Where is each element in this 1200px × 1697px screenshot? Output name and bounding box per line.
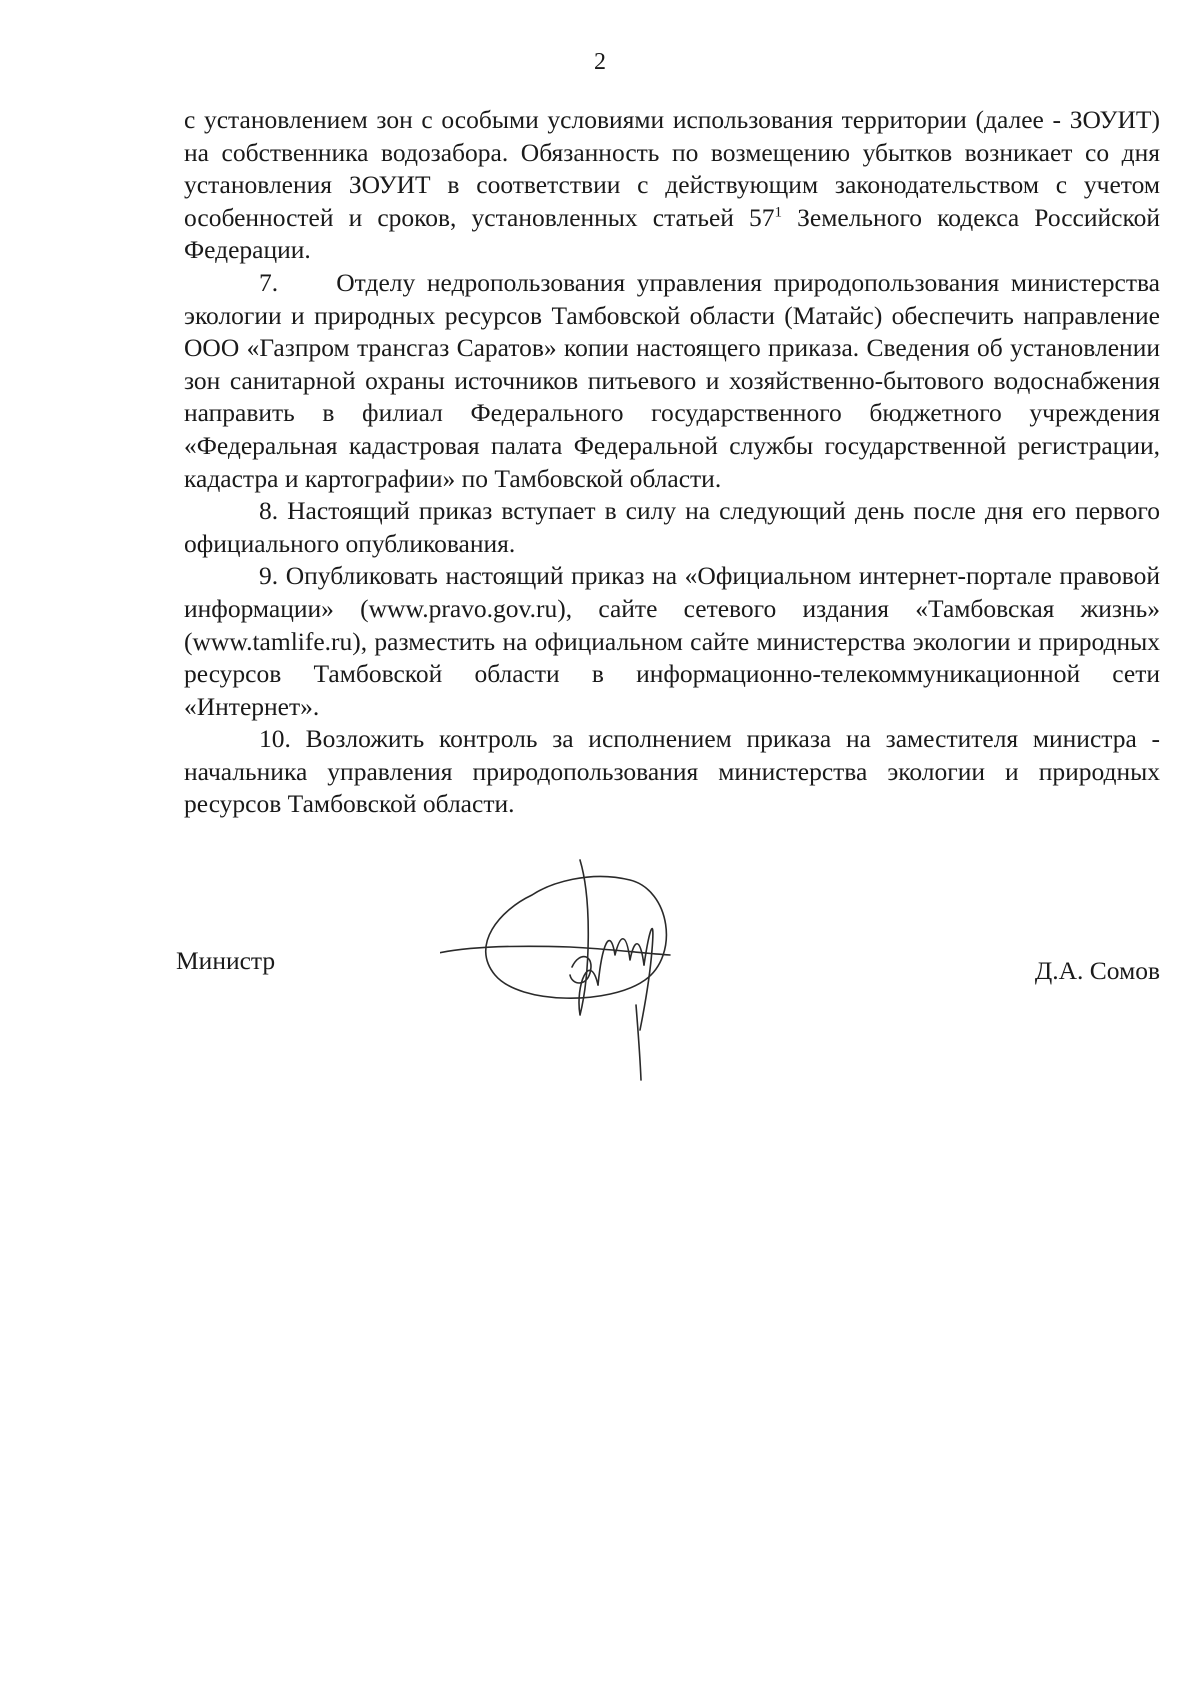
signer-name: Д.А. Сомов — [1034, 956, 1160, 985]
paragraph-item-8: 8. Настоящий приказ вступает в силу на следующий день после дня его первого официального опубликования. — [184, 496, 1160, 558]
paragraph-item-7: 7. Отделу недропользования управления природопользования министерства экологии и природных ресурсов Тамбовской области (Матайс) обеспечить направление ООО «Газпром трансгаз Саратов» копии настоящего приказа. Сведения об установлении зон санитарной охраны источников питьевого и хозяйственно-бытового водоснабжения направить в филиал Федерального государственного бюджетного учреждения «Федеральная кадастровая палата Федеральной службы государственной регистрации, кадастра и картографии» по Тамбовской области. — [184, 267, 1160, 493]
paragraph-continuation — [184, 104, 1160, 267]
paragraph-text-end: Земельного кодекса Российской Федерации. — [184, 202, 1160, 265]
page-number: 2 — [594, 49, 606, 75]
article-superscript: 1 — [774, 204, 783, 221]
document-body — [184, 104, 1160, 821]
handwritten-signature — [440, 855, 740, 1085]
paragraph-text: с установлением зон с особыми условиями использования территории (далее - ЗОУИТ) на собственника водозабора. Обязанность по возмещению убытков возникает со дня установления ЗОУИТ в соответствии с действующим законодательством с учетом особенностей и сроков, установленных статьей 57 — [184, 105, 1160, 232]
paragraph-item-10: 10. Возложить контроль за исполнением приказа на заместителя министра - начальника управления природопользования министерства экологии и природных ресурсов Тамбовской области. — [184, 724, 1160, 819]
paragraph-item-9: 9. Опубликовать настоящий приказ на «Официальном интернет-портале правовой информации» (www.pravo.gov.ru), сайте сетевого издания «Тамбовская жизнь» (www.tamlife.ru), разместить на официальном сайте министерства экологии и природных ресурсов Тамбовской области в информационно-телекоммуникационной сети «Интернет». — [184, 561, 1160, 721]
signer-position: Министр — [176, 946, 276, 975]
